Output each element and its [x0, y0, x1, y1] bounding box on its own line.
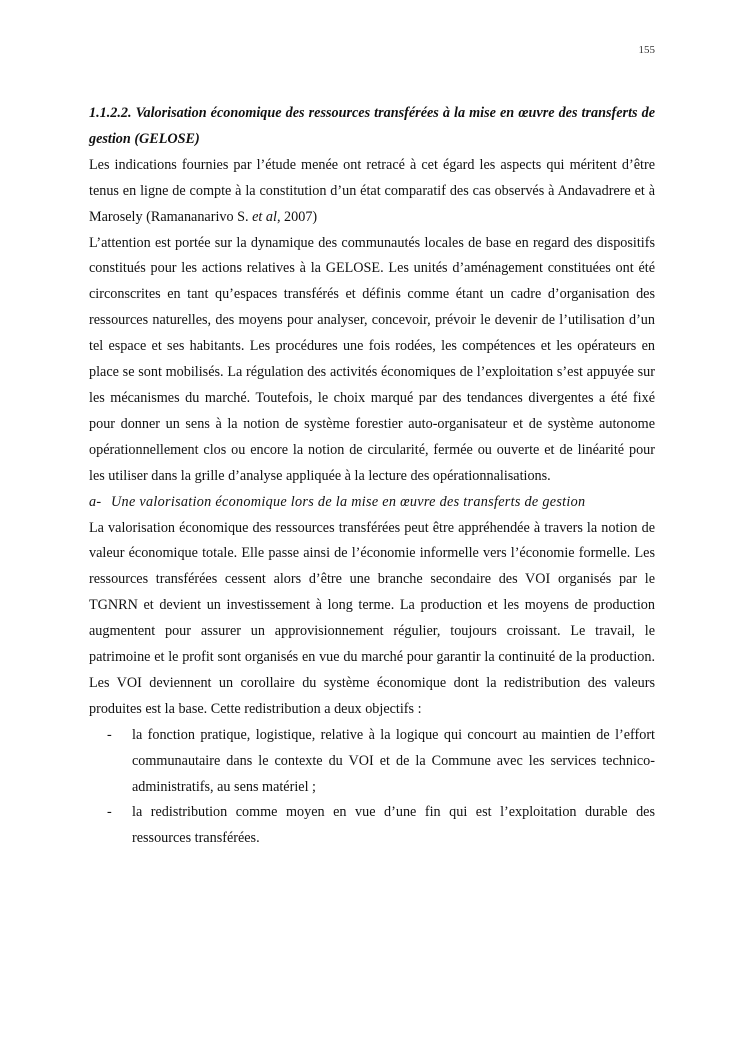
list-item-text: la redistribution comme moyen en vue d’une fin qui est l’exploitation durable des ressources transférées.	[132, 804, 655, 847]
paragraph-indications-text: Les indications fournies par l’étude menée ont retracé à cet égard les aspects qui méritent d’être tenus en ligne de compte à la constitution d’un état comparatif des cas observés à Andavadrere et à Marosely (Ramananarivo S.	[89, 156, 655, 225]
section-heading: 1.1.2.2. Valorisation économique des ressources transférées à la mise en œuvre des transferts de gestion (GELOSE)	[89, 105, 655, 147]
citation-year: , 2007)	[276, 208, 318, 225]
page-number: 155	[638, 44, 655, 56]
paragraph-valorisation: La valorisation économique des ressources transférées peut être appréhendée à travers la notion de valeur économique totale. Elle passe ainsi de l’économie informelle vers l’économie formelle. Les ressources transférées cessent alors d’être une branche secondaire des VOI organisés par le TGNRN et devient un investissement à long terme. La production et les moyens de production augmentent pour assurer un approvisionnement régulier, toujours croissant. Le travail, le patrimoine et le profit sont organisés en vue du marché pour garantir la continuité de la production. Les VOI deviennent un corollaire du système économique dont la redistribution des valeurs produites est la base. Cette redistribution a deux objectifs :	[89, 519, 655, 717]
list-item	[89, 723, 655, 801]
bullet-dash: -	[107, 804, 112, 821]
paragraph-attention: L’attention est portée sur la dynamique des communautés locales de base en regard des dispositifs constitués pour les actions relatives à la GELOSE. Les unités d’aménagement constituées ont été circonscrites en tant qu’espaces transférés et définis comme étant un cadre d’organisation des ressources naturelles, des moyens pour analyser, concevoir, prévoir le devenir de l’utilisation d’un tel espace et ses habitants. Les procédures une fois rodées, les compétences et les opérateurs en place se sont mobilisés. La régulation des activités économiques de l’exploitation s’est appuyée sur les mécanismes du marché. Toutefois, le choix marqué par des tendances divergentes a été fixé pour donner un sens à la notion de système forestier auto-organisateur et de système autonome opérationnellement clos ou encore la notion de circularité, fermée ou ouverte et de linéarité pour les utiliser dans la grille d’analyse appliquée à la lecture des opérationnalisations.	[89, 234, 655, 484]
document-body	[89, 101, 655, 852]
list-item	[89, 800, 655, 852]
subheading-a	[89, 490, 655, 516]
objectives-list	[89, 723, 655, 853]
paragraph-indications	[89, 153, 655, 231]
list-item-text: la fonction pratique, logistique, relative à la logique qui concourt au maintien de l’effort communautaire dans le contexte du VOI et de la Commune avec les services technico- administratifs, au sens matériel ;	[132, 726, 655, 795]
bullet-dash: -	[107, 726, 112, 743]
subheading-text: Une valorisation économique lors de la mise en œuvre des transferts de gestion	[111, 493, 586, 510]
subheading-marker: a-	[89, 493, 102, 510]
citation-et-al: et al	[252, 208, 277, 225]
